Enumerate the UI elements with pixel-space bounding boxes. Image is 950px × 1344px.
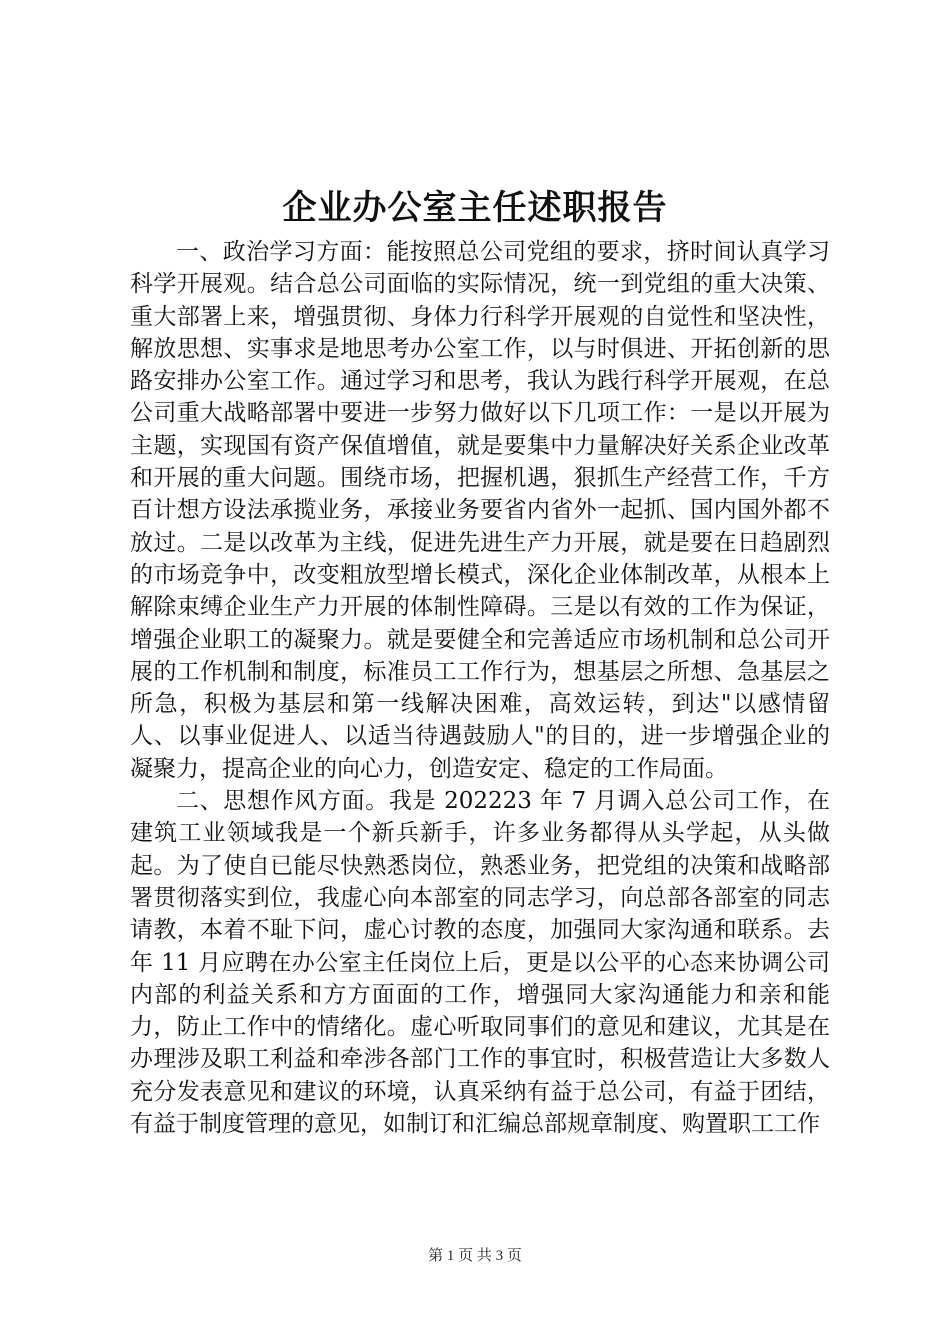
document-body (130, 236, 830, 1140)
paragraph-political-study: 一、政治学习方面：能按照总公司党组的要求，挤时间认真学习科学开展观。结合总公司面临的实际情况，统一到党组的重大决策、重大部署上来，增强贯彻、身体力行科学开展观的自觉性和坚决性，解放思想、实事求是地思考办公室工作，以与时俱进、开拓创新的思路安排办公室工作。通过学习和思考，我认为践行科学开展观，在总公司重大战略部署中要进一步努力做好以下几项工作：一是以开展为主题，实现国有资产保值增值，就是要集中力量解决好关系企业改革和开展的重大问题。围绕市场，把握机遇，狠抓生产经营工作，千方百计想方设法承揽业务，承接业务要省内省外一起抓、国内国外都不放过。二是以改革为主线，促进先进生产力开展，就是要在日趋剧烈的市场竞争中，改变粗放型增长模式，深化企业体制改革，从根本上解除束缚企业生产力开展的体制性障碍。三是以有效的工作为保证，增强企业职工的凝聚力。就是要健全和完善适应市场机制和总公司开展的工作机制和制度，标准员工工作行为，想基层之所想、急基层之所急，积极为基层和第一线解决困难，高效运转，到达"以感情留人、以事业促进人、以适当待遇鼓励人"的目的，进一步增强企业的凝聚力，提高企业的向心力，创造安定、稳定的工作局面。 (130, 239, 830, 782)
document-title: 企业办公室主任述职报告 (282, 188, 668, 228)
paragraph-ideological-style: 二、思想作风方面。我是 202223 年 7 月调入总公司工作，在建筑工业领域我是一个新兵新手，许多业务都得从头学起，从头做起。为了使自已能尽快熟悉岗位，熟悉业务，把党组的决策和战略部署贯彻落实到位，我虚心向本部室的同志学习，向总部各部室的同志请教，本着不耻下问，虚心讨教的态度，加强同大家沟通和联系。去年 11 月应聘在办公室主任岗位上后，更是以公平的心态来协调公司内部的利益关系和方方面面的工作，增强同大家沟通能力和亲和能力，防止工作中的情绪化。虚心听取同事们的意见和建议，尤其是在办理涉及职工利益和牵涉各部门工作的事宜时，积极营造让大多数人充分发表意见和建议的环境，认真采纳有益于总公司，有益于团结，有益于制度管理的意见，如制订和汇编总部规章制度、购置职工工作 (130, 788, 830, 1138)
page-footer: 第 1 页 共 3 页 (428, 1248, 522, 1264)
